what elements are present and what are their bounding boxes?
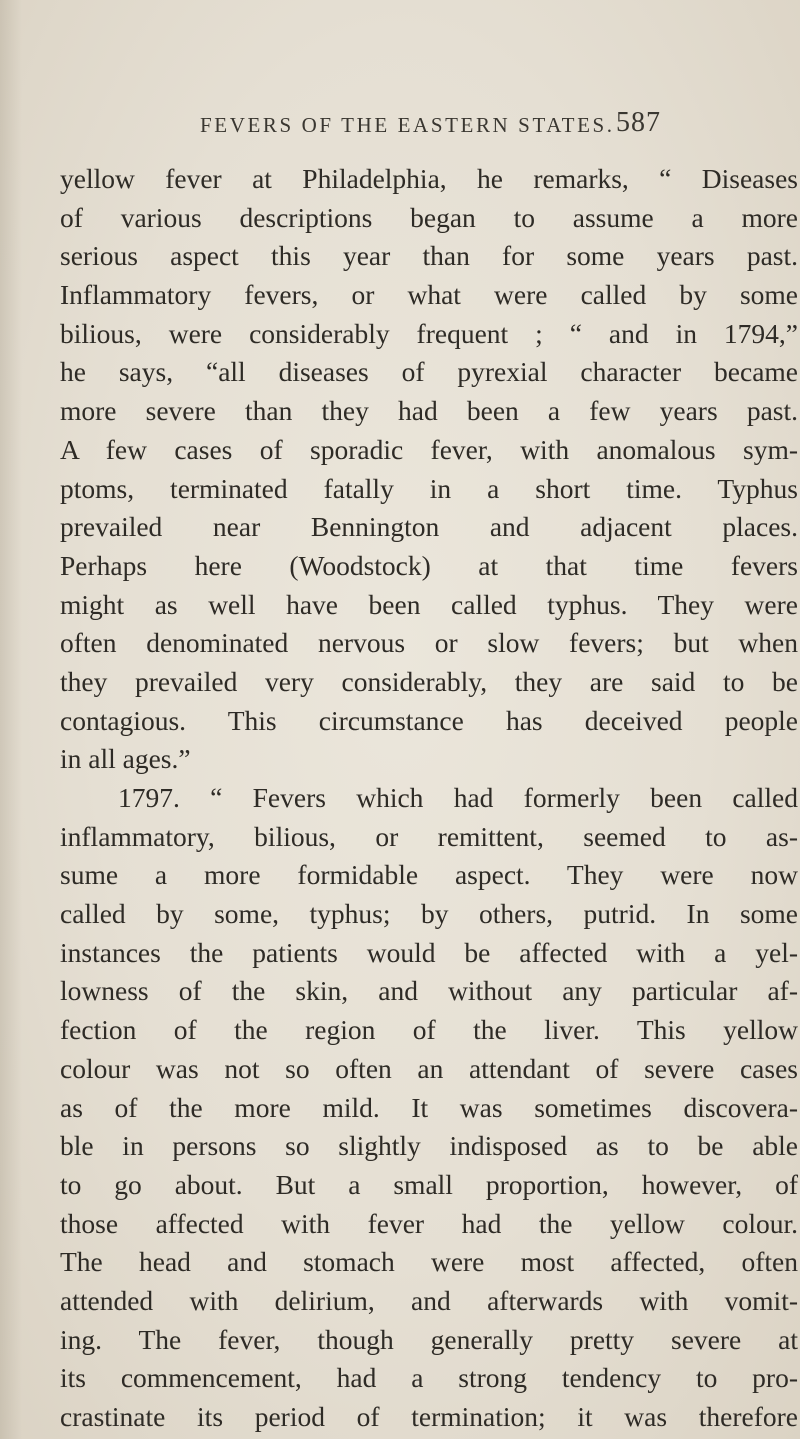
running-head: FEVERS OF THE EASTERN STATES.	[200, 113, 615, 137]
text-line: in all ages.”	[60, 743, 191, 775]
text-line: A few cases of sporadic fever, with anomalous sym-	[60, 433, 798, 465]
text-line: Perhaps here (Woodstock) at that time fevers	[60, 549, 798, 581]
page-number: 587	[616, 107, 661, 138]
text-line: its commencement, had a strong tendency to pro-	[60, 1362, 798, 1394]
text-line: sume a more formidable aspect. They were now	[60, 859, 798, 891]
text-line: prevailed near Bennington and adjacent places.	[60, 511, 798, 543]
binding-shadow	[0, 0, 22, 1439]
text-line: fection of the region of the liver. This yellow	[60, 1014, 798, 1046]
text-line: contagious. This circumstance has deceived people	[60, 704, 798, 736]
text-line: yellow fever at Philadelphia, he remarks, “ Diseases	[60, 163, 798, 194]
page-header	[200, 105, 680, 145]
text-line: often denominated nervous or slow fevers; but when	[60, 627, 798, 659]
text-line: Inflammatory fevers, or what were called by some	[60, 279, 798, 311]
text-line: of various descriptions began to assume a more	[60, 201, 798, 233]
text-line: called by some, typhus; by others, putrid. In some	[60, 898, 798, 930]
text-line: lowness of the skin, and without any particular af-	[60, 975, 798, 1007]
text-line: 1797. “ Fevers which had formerly been called	[118, 782, 798, 813]
text-line: attended with delirium, and afterwards with vomit-	[60, 1284, 798, 1316]
text-line: might as well have been called typhus. They were	[60, 588, 798, 620]
text-line: those affected with fever had the yellow colour.	[60, 1207, 798, 1239]
text-line: instances the patients would be affected with a yel-	[60, 936, 798, 968]
text-line: they prevailed very considerably, they are said to be	[60, 665, 798, 697]
text-line: The head and stomach were most affected, often	[60, 1246, 798, 1278]
text-line: crastinate its period of termination; it was therefore	[60, 1401, 798, 1432]
text-line: more severe than they had been a few years past.	[60, 395, 798, 427]
text-line: as of the more mild. It was sometimes discovera-	[60, 1091, 798, 1123]
text-line: ing. The fever, though generally pretty severe at	[60, 1323, 798, 1355]
text-line: he says, “all diseases of pyrexial character became	[60, 356, 798, 388]
text-line: ptoms, terminated fatally in a short time. Typhus	[60, 472, 798, 504]
text-line: bilious, were considerably frequent ; “ and in 1794,”	[60, 317, 798, 349]
text-line: to go about. But a small proportion, however, of	[60, 1168, 798, 1200]
text-line: ble in persons so slightly indisposed as to be able	[60, 1130, 798, 1162]
text-line: inflammatory, bilious, or remittent, seemed to as-	[60, 820, 798, 852]
body-text	[60, 160, 798, 1437]
text-line: colour was not so often an attendant of severe cases	[60, 1052, 798, 1084]
text-line: serious aspect this year than for some years past.	[60, 240, 798, 272]
